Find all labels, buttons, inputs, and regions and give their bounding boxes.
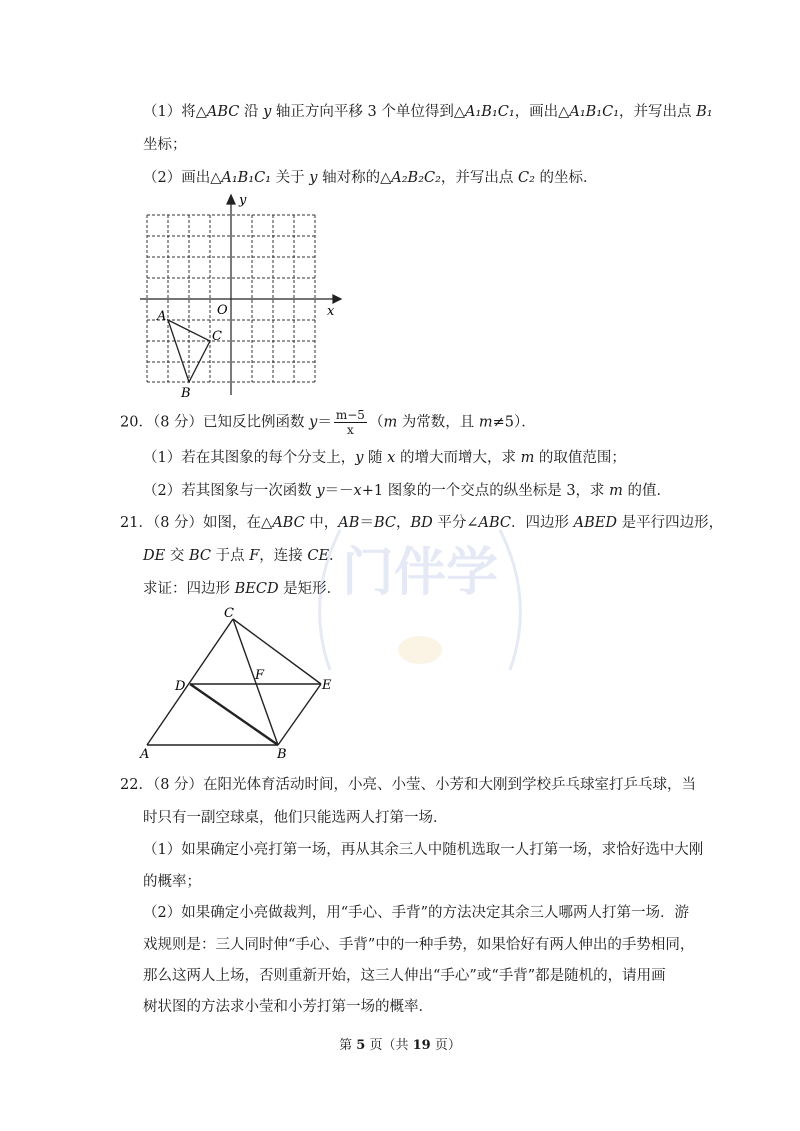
origin-label: O: [217, 303, 228, 318]
fig-label-b: B: [277, 747, 287, 762]
point-a-label: A: [157, 309, 167, 324]
q19-coordinate-grid: [135, 190, 350, 405]
q19-part1-line2: 坐标；: [143, 137, 187, 153]
q22-line8: 树状图的方法求小莹和小芳打第一场的概率．: [143, 999, 433, 1015]
footer-page-number: 5: [356, 1038, 366, 1053]
q20-part1: （1）若在其图象的每个分支上，y 随 x 的增大而增大，求 m 的取值范围；: [143, 450, 626, 466]
q19-part1-line1: （1）将△ABC 沿 y 轴正方向平移 3 个单位得到△A₁B₁C₁，画出△A₁B₁C₁，并写出点 B₁: [143, 104, 713, 120]
point-b-label: B: [181, 386, 191, 401]
watermark-text: 门伴学: [341, 542, 499, 603]
q22-line1: 22．（8 分）在阳光体育活动时间，小亮、小莹、小芳和大刚到学校乒乓球室打乒乓球，当: [120, 777, 697, 793]
fig-label-a: A: [140, 747, 150, 762]
q22-line4: 的概率；: [143, 874, 201, 890]
fig-label-f: F: [255, 668, 265, 683]
q21-line1: 21．（8 分）如图，在△ABC 中，AB＝BC，BD 平分∠ABC．四边形 ABED 是平行四边形，: [120, 515, 724, 531]
q22-line5: （2）如果确定小亮做裁判，用“手心、手背”的方法决定其余三人哪两人打第一场．游: [143, 905, 690, 921]
q20-statement: 20．（8 分）已知反比例函数 y＝ $\frac{m-5}{x}$ （m 为常数，且 m≠5）．: [120, 408, 536, 437]
q19-part2: （2）画出△A₁B₁C₁ 关于 y 轴对称的△A₂B₂C₂，并写出点 C₂ 的坐标．: [143, 170, 598, 186]
fig-label-d: D: [175, 679, 186, 694]
point-c-label: C: [212, 329, 222, 344]
footer-total-pages: 19: [412, 1038, 431, 1053]
q22-line2: 时只有一副空球桌，他们只能选两人打第一场．: [143, 810, 448, 826]
x-axis-label: x: [327, 304, 335, 319]
q21-line3: 求证：四边形 BECD 是矩形．: [143, 581, 342, 597]
q20-part2: （2）若其图象与一次函数 y＝－x+1 图象的一个交点的纵坐标是 3，求 m 的值．: [143, 483, 672, 499]
y-axis-label: y: [239, 193, 247, 208]
q21-figure: [135, 605, 355, 765]
q22-line6: 戏规则是：三人同时伸“手心、手背”中的一种手势，如果恰好有两人伸出的手势相同，: [143, 937, 695, 953]
q21-line2: DE 交 BC 于点 F，连接 CE．: [143, 548, 344, 564]
fig-label-e: E: [322, 678, 332, 693]
q22-line7: 那么这两人上场，否则重新开始，这三人伸出“手心”或“手背”都是随机的，请用画: [143, 968, 666, 984]
q22-line3: （1）如果确定小亮打第一场，再从其余三人中随机选取一人打第一场，求恰好选中大刚: [143, 842, 704, 858]
fig-label-c: C: [224, 606, 234, 621]
page-footer: 第 5 页（共 19 页）: [339, 1038, 461, 1053]
q20-fraction: $\frac{m-5}{x}$: [335, 408, 365, 437]
